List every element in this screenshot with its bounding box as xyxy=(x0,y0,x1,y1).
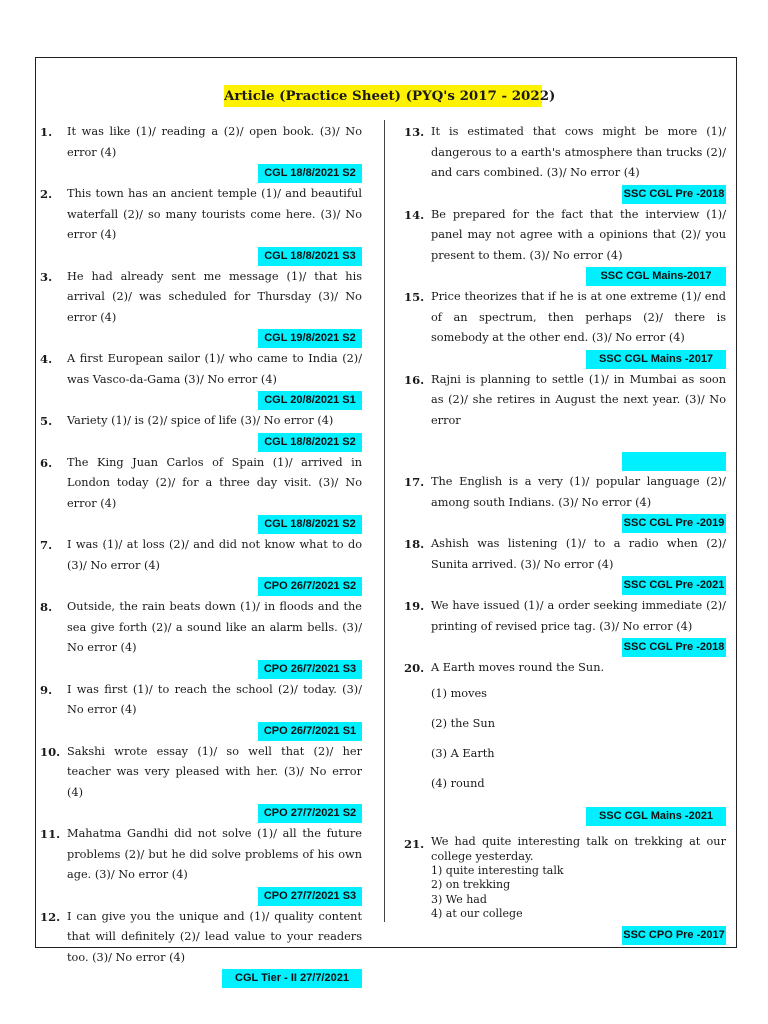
exam-tag: SSC CGL Mains -2021 xyxy=(586,807,726,826)
question-number: 12. xyxy=(40,909,61,924)
question-text: It was like (1)/ reading a (2)/ open book. (3)/ No error (4) xyxy=(67,125,362,159)
question-text: Price theorizes that if he is at one extreme (1)/ end of an spectrum, then perhaps (2)/ there is somebody at the other end. (3)/ No error (4) xyxy=(431,290,726,344)
question-number: 15. xyxy=(404,290,425,304)
right-column xyxy=(404,122,726,946)
question-text: Mahatma Gandhi did not solve (1)/ all the future problems (2)/ but he did solve problems of his own age. (3)/ No error (4) xyxy=(67,827,362,881)
question-number: 20. xyxy=(404,661,425,675)
question-text: I was first (1)/ to reach the school (2)/ today. (3)/ No error (4) xyxy=(67,682,362,716)
question-number: 11. xyxy=(40,827,61,841)
question-text: It is estimated that cows might be more (1)/ dangerous to a earth's atmosphere than trucks (2)/ and cars combined. (3)/ No error (4) xyxy=(431,125,726,179)
exam-tag: CPO 26/7/2021 S2 xyxy=(258,577,362,596)
question-number: 1. xyxy=(40,125,53,139)
question-21 xyxy=(404,834,726,945)
exam-tag-blank xyxy=(622,452,726,471)
question-number: 8. xyxy=(40,600,53,614)
question-number: 3. xyxy=(40,269,53,284)
question-text: The English is a very (1)/ popular language (2)/ among south Indians. (3)/ No error (4) xyxy=(431,475,726,509)
question-text: Be prepared for the fact that the interview (1)/ panel may not agree with a opinions that (2)/ you present to them. (3)/ No error (4) xyxy=(431,207,726,262)
question-number: 6. xyxy=(40,455,53,470)
question-text: We have issued (1)/ a order seeking immediate (2)/ printing of revised price tag. (3)/ No error (4) xyxy=(431,599,726,633)
question-text: This town has an ancient temple (1)/ and beautiful waterfall (2)/ so many tourists come here. (3)/ No error (4) xyxy=(67,187,362,241)
question-text: The King Juan Carlos of Spain (1)/ arrived in London today (2)/ for a three day visit. (3)/ No error (4) xyxy=(67,455,362,510)
option-item: 2) on trekking xyxy=(431,878,511,891)
exam-tag: SSC CGL Pre -2018 xyxy=(622,638,726,657)
question-number: 9. xyxy=(40,682,53,697)
question-text: We had quite interesting talk on trekking at our college yesterday. xyxy=(431,834,726,863)
question-4 xyxy=(40,349,362,410)
question-number: 19. xyxy=(404,599,425,613)
question-3 xyxy=(40,267,362,349)
question-15 xyxy=(404,287,726,369)
question-number: 16. xyxy=(404,372,425,387)
question-17 xyxy=(404,472,726,533)
question-8 xyxy=(40,597,362,679)
option-item: 1) quite interesting talk xyxy=(431,863,564,877)
option-item: (1) moves xyxy=(431,686,487,700)
exam-tag: SSC CGL Mains-2017 xyxy=(586,267,726,286)
question-16 xyxy=(404,370,726,472)
question-number: 4. xyxy=(40,352,53,366)
option-item: 3) We had xyxy=(431,892,487,906)
exam-tag: SSC CPO Pre -2017 xyxy=(622,926,726,945)
question-11 xyxy=(40,824,362,906)
question-number: 5. xyxy=(40,414,53,428)
question-number: 2. xyxy=(40,187,53,201)
question-text: A first European sailor (1)/ who came to India (2)/ was Vasco-da-Gama (3)/ No error (4) xyxy=(67,352,362,386)
question-text: Variety (1)/ is (2)/ spice of life (3)/ No error (4) xyxy=(67,414,334,427)
question-7 xyxy=(40,535,362,596)
question-number: 7. xyxy=(40,538,53,552)
question-19 xyxy=(404,596,726,657)
question-1 xyxy=(40,122,362,183)
question-10 xyxy=(40,742,362,824)
question-text: Rajni is planning to settle (1)/ in Mumbai as soon as (2)/ she retires in August the next year. (3)/ No error xyxy=(431,372,726,427)
question-text: I can give you the unique and (1)/ quality content that will definitely (2)/ lead value to your readers too. (3)/ No error (4) xyxy=(67,909,362,964)
question-text: He had already sent me message (1)/ that his arrival (2)/ was scheduled for Thursday (3)/ No error (4) xyxy=(67,269,362,324)
question-18 xyxy=(404,534,726,595)
exam-tag: CPO 27/7/2021 S2 xyxy=(258,804,362,823)
question-text: I was (1)/ at loss (2)/ and did not know what to do (3)/ No error (4) xyxy=(67,538,362,572)
exam-tag: CGL 18/8/2021 S2 xyxy=(258,433,362,452)
exam-tag: CGL 19/8/2021 S2 xyxy=(258,329,362,348)
question-text: Outside, the rain beats down (1)/ in floods and the sea give forth (2)/ a sound like an alarm bells. (3)/ No error (4) xyxy=(67,600,362,654)
question-2 xyxy=(40,184,362,266)
exam-tag: CGL Tier - II 27/7/2021 xyxy=(222,969,362,988)
question-9 xyxy=(40,680,362,741)
question-text: Sakshi wrote essay (1)/ so well that (2)/ her teacher was very pleased with her. (3)/ No error (4) xyxy=(67,744,362,799)
option-item: (3) A Earth xyxy=(431,746,495,760)
page-title: Article (Practice Sheet) (PYQ's 2017 - 2022) xyxy=(224,85,542,107)
exam-tag: CGL 18/8/2021 S2 xyxy=(258,164,362,183)
question-number: 13. xyxy=(404,125,425,139)
exam-tag: SSC CGL Mains -2017 xyxy=(586,350,726,369)
question-13 xyxy=(404,122,726,204)
exam-tag: CGL 18/8/2021 S3 xyxy=(258,247,362,266)
column-divider xyxy=(384,120,385,922)
question-text: Ashish was listening (1)/ to a radio when (2)/ Sunita arrived. (3)/ No error (4) xyxy=(431,537,726,571)
exam-tag: CPO 27/7/2021 S3 xyxy=(258,887,362,906)
question-number: 21. xyxy=(404,836,425,851)
option-item: (2) the Sun xyxy=(431,716,495,730)
question-number: 14. xyxy=(404,207,425,222)
option-item: 4) at our college xyxy=(431,907,523,920)
exam-tag: CGL 20/8/2021 S1 xyxy=(258,391,362,410)
question-20 xyxy=(404,658,726,826)
question-number: 17. xyxy=(404,475,425,489)
option-list xyxy=(431,679,726,799)
left-column xyxy=(40,122,362,989)
question-6 xyxy=(40,453,362,535)
question-14 xyxy=(404,205,726,287)
exam-tag: CPO 26/7/2021 S1 xyxy=(258,722,362,741)
exam-tag: CPO 26/7/2021 S3 xyxy=(258,660,362,679)
option-list xyxy=(431,864,726,922)
exam-tag: SSC CGL Pre -2018 xyxy=(622,185,726,204)
question-5 xyxy=(40,411,362,452)
option-item: (4) round xyxy=(431,776,485,790)
question-number: 18. xyxy=(404,537,425,551)
exam-tag: SSC CGL Pre -2019 xyxy=(622,514,726,533)
question-12 xyxy=(40,907,362,989)
question-text: A Earth moves round the Sun. xyxy=(431,661,605,674)
exam-tag: CGL 18/8/2021 S2 xyxy=(258,515,362,534)
question-number: 10. xyxy=(40,744,61,759)
exam-tag: SSC CGL Pre -2021 xyxy=(622,576,726,595)
